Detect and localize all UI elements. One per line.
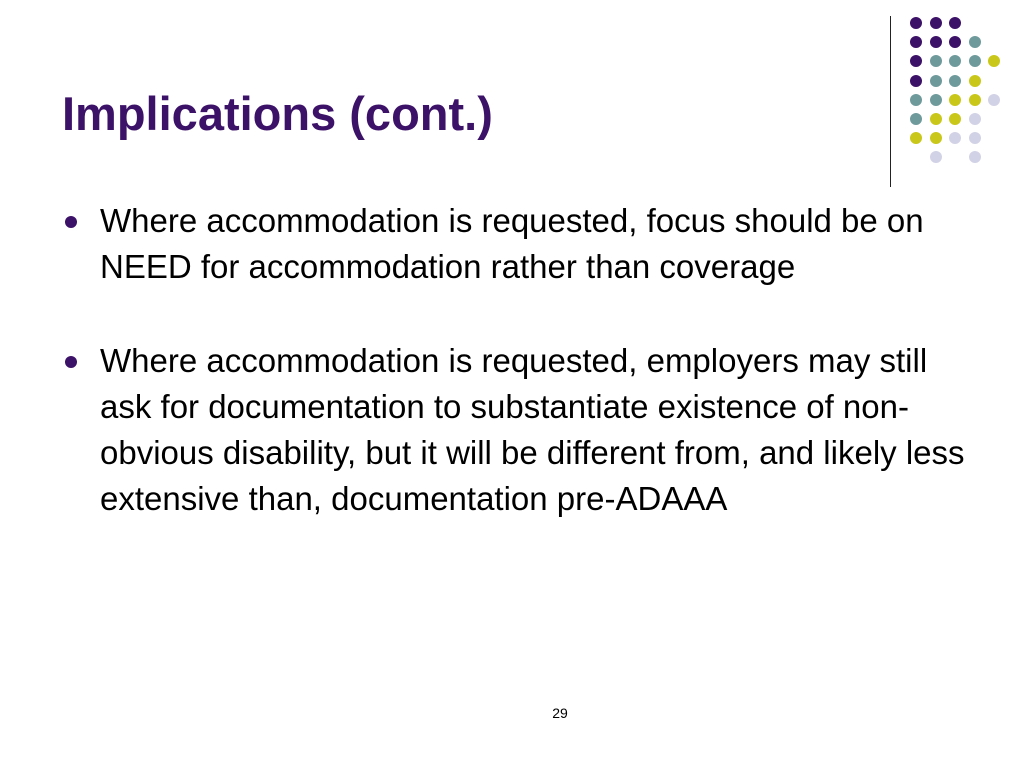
bullet-list <box>62 198 982 522</box>
decorative-dot-purple <box>910 75 922 87</box>
decorative-dot-yellow <box>969 94 981 106</box>
decorative-dot-lavender <box>969 151 981 163</box>
decorative-dot-yellow <box>930 132 942 144</box>
decorative-dot-lavender <box>969 113 981 125</box>
decorative-dot-purple <box>910 36 922 48</box>
decorative-dot-purple <box>910 17 922 29</box>
decorative-dot-purple <box>930 36 942 48</box>
bullet-dot-icon <box>65 356 77 368</box>
decorative-dot-teal <box>910 94 922 106</box>
decorative-dot-yellow <box>930 113 942 125</box>
decorative-dot-lavender <box>930 151 942 163</box>
slide-title: Implications (cont.) <box>62 87 493 140</box>
decorative-dot-teal <box>969 36 981 48</box>
decorative-dot-lavender <box>969 132 981 144</box>
decorative-dot-lavender <box>949 132 961 144</box>
title-divider-line <box>890 16 891 187</box>
bullet-dot-icon <box>65 216 77 228</box>
decorative-dot-purple <box>949 17 961 29</box>
decorative-dot-purple <box>949 36 961 48</box>
bullet-item <box>62 338 982 522</box>
decorative-dot-purple <box>930 17 942 29</box>
decorative-dot-yellow <box>949 94 961 106</box>
page-number: 29 <box>552 705 568 721</box>
bullet-text: Where accommodation is requested, focus should be on NEED for accommodation rather than coverage <box>100 202 924 285</box>
bullet-text: Where accommodation is requested, employers may still ask for documentation to substantiate existence of non-obvious disability, but it will be different from, and likely less extensive than, documentation pre-ADAAA <box>100 342 965 517</box>
decorative-dot-yellow <box>969 75 981 87</box>
decorative-dot-yellow <box>949 113 961 125</box>
decorative-dot-yellow <box>988 55 1000 67</box>
decorative-dot-teal <box>910 113 922 125</box>
decorative-dot-teal <box>930 94 942 106</box>
decorative-dot-teal <box>949 75 961 87</box>
decorative-dot-teal <box>930 55 942 67</box>
bullet-item <box>62 198 982 290</box>
decorative-dot-teal <box>930 75 942 87</box>
decorative-dot-yellow <box>910 132 922 144</box>
decorative-dot-teal <box>949 55 961 67</box>
decorative-dot-purple <box>910 55 922 67</box>
decorative-dot-lavender <box>988 94 1000 106</box>
decorative-dot-teal <box>969 55 981 67</box>
